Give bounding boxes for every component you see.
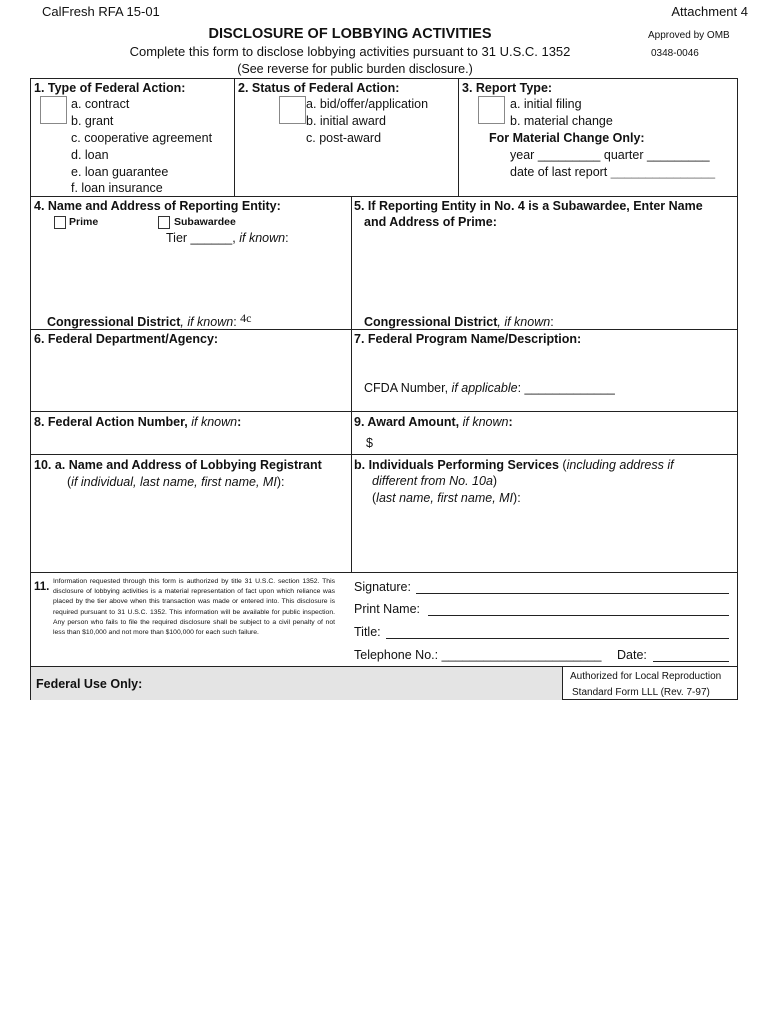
title-label: Title: (354, 625, 381, 639)
paren-close: ): (513, 491, 521, 505)
sec1-option: d. loan (71, 148, 109, 162)
sec3-option: b. material change (510, 114, 613, 128)
sec10b-title-line2 (372, 474, 497, 488)
paren-open: ( (67, 475, 72, 489)
cong-label: Congressional District (364, 315, 498, 329)
material-change-label: For Material Change Only: (489, 131, 645, 145)
sec4-title: 4. Name and Address of Reporting Entity: (34, 199, 281, 213)
sec10b-subtitle (372, 491, 521, 505)
sec1-option: f. loan insurance (71, 181, 163, 195)
sec2-option: a. bid/offer/application (306, 97, 429, 111)
sec9-colon: : (508, 415, 513, 429)
print-name-line[interactable] (428, 615, 729, 616)
year-blank: _________ (537, 148, 601, 162)
tier-if-known: if known (239, 231, 286, 245)
cong-label: Congressional District (47, 315, 181, 329)
divider (562, 666, 563, 700)
year-label: year (510, 148, 535, 162)
print-name-label: Print Name: (354, 602, 420, 616)
date-last-report-field[interactable] (510, 165, 715, 179)
sec2-option: c. post-award (306, 131, 382, 145)
sec9-label: 9. Award Amount, (354, 415, 460, 429)
omb-number: 0348-0046 (651, 48, 699, 59)
sec10b-including: including address if (566, 458, 674, 472)
report-type-input[interactable] (478, 96, 505, 124)
cong-if-known: , if known (180, 315, 234, 329)
burden-note: (See reverse for public burden disclosure.) (237, 62, 473, 76)
sec10b-sub-text: last name, first name, MI (376, 491, 514, 505)
tier-field[interactable] (166, 231, 289, 245)
cong-colon: : (233, 315, 237, 329)
sec2-option: b. initial award (306, 114, 386, 128)
sec10a-subtitle (67, 475, 284, 489)
prime-label: Prime (69, 216, 99, 228)
sec9-title (354, 415, 513, 429)
telephone-label: Telephone No.: (354, 648, 439, 662)
form-reference: CalFresh RFA 15-01 (42, 4, 160, 19)
year-quarter-field[interactable] (510, 148, 710, 162)
sec11-legal-text: Information requested through this form is authorized by title 31 U.S.C. section 1352. This disclosure of lobbying activities is a material representation of fact upon which reliance was placed by the tier above when this transaction was made or entered into. This disclosure is required pursuant to 31 U.S.C. 1352. This information will be available for public inspection. Any person who fails to file the required disclosure shall be subject to a civil penalty of not less than $10,000 and not more than $100,000 for each such failure. (53, 578, 335, 637)
paren-close: ): (276, 475, 285, 489)
divider (31, 411, 738, 412)
signature-label: Signature: (354, 580, 411, 594)
cong-district-value[interactable]: 4c (240, 311, 252, 325)
date-label: Date: (617, 648, 647, 662)
prime-checkbox[interactable] (54, 216, 66, 229)
tier-colon: : (285, 231, 289, 245)
form-title: DISCLOSURE OF LOBBYING ACTIVITIES (208, 26, 492, 42)
cfda-number-field[interactable] (364, 381, 615, 395)
divider (31, 454, 738, 455)
paren-open: ( (372, 491, 377, 505)
omb-approved: Approved by OMB (648, 30, 730, 41)
divider (351, 196, 352, 572)
form-instructions: Complete this form to disclose lobbying activities pursuant to 31 U.S.C. 1352 (129, 44, 571, 59)
title-line[interactable] (386, 638, 729, 639)
award-amount-dollar: $ (366, 436, 373, 450)
type-of-action-input[interactable] (40, 96, 67, 124)
divider (234, 79, 235, 196)
sec11-number: 11. (34, 581, 50, 593)
sec10b-title (354, 458, 674, 472)
sec1-title: 1. Type of Federal Action: (34, 81, 186, 95)
sec1-option: e. loan guarantee (71, 165, 169, 179)
sec6-title: 6. Federal Department/Agency: (34, 332, 219, 346)
telephone-field[interactable] (354, 648, 601, 662)
telephone-blank: _______________________ (441, 648, 602, 662)
sec5-title: 5. If Reporting Entity in No. 4 is a Subawardee, Enter Name (354, 199, 703, 213)
sec10a-sub-text: if individual, last name, first name, MI (71, 475, 277, 489)
date-line[interactable] (653, 661, 729, 662)
cong-colon: : (550, 315, 554, 329)
sec5-title-line2: and Address of Prime: (364, 215, 497, 229)
sec5-congressional-district (364, 315, 554, 329)
sec3-option: a. initial filing (510, 97, 582, 111)
divider (31, 572, 738, 573)
sec10b-different: different from No. 10a (372, 474, 493, 488)
date-blank: _______________ (610, 165, 716, 179)
sec10b-label: b. Individuals Performing Services (354, 458, 559, 472)
cfda-if-applicable: if applicable (451, 381, 518, 395)
sec8-if-known: if known (191, 415, 238, 429)
date-label: date of last report (510, 165, 608, 179)
standard-form-label: Standard Form LLL (Rev. 7-97) (572, 687, 710, 698)
subawardee-checkbox[interactable] (158, 216, 170, 229)
sec10a-title: 10. a. Name and Address of Lobbying Registrant (34, 458, 322, 472)
sec1-option: b. grant (71, 114, 114, 128)
cong-if-known: , if known (497, 315, 551, 329)
sec7-title: 7. Federal Program Name/Description: (354, 332, 582, 346)
sec1-option: a. contract (71, 97, 130, 111)
sec3-title: 3. Report Type: (462, 81, 553, 95)
quarter-label: quarter (603, 148, 644, 162)
quarter-blank: _________ (646, 148, 710, 162)
sec9-if-known: if known (462, 415, 509, 429)
sec4-congressional-district (47, 311, 252, 330)
sec8-colon: : (237, 415, 242, 429)
paren-close: ) (492, 474, 498, 488)
cfda-label: CFDA Number, (364, 381, 449, 395)
divider (31, 196, 738, 197)
federal-use-label: Federal Use Only: (36, 677, 143, 691)
divider (458, 79, 459, 196)
sec8-label: 8. Federal Action Number, (34, 415, 188, 429)
sec2-title: 2. Status of Federal Action: (238, 81, 400, 95)
subawardee-label: Subawardee (174, 216, 236, 228)
attachment-label: Attachment 4 (671, 4, 748, 19)
sec1-option: c. cooperative agreement (71, 131, 213, 145)
cfda-blank: : _____________ (517, 381, 615, 395)
authorized-reproduction: Authorized for Local Reproduction (570, 671, 722, 682)
signature-line[interactable] (416, 593, 729, 594)
lobbying-form (30, 78, 738, 700)
sec8-title (34, 415, 241, 429)
status-of-action-input[interactable] (279, 96, 306, 124)
paren-open: ( (562, 458, 567, 472)
tier-label: Tier ______, (166, 231, 236, 245)
